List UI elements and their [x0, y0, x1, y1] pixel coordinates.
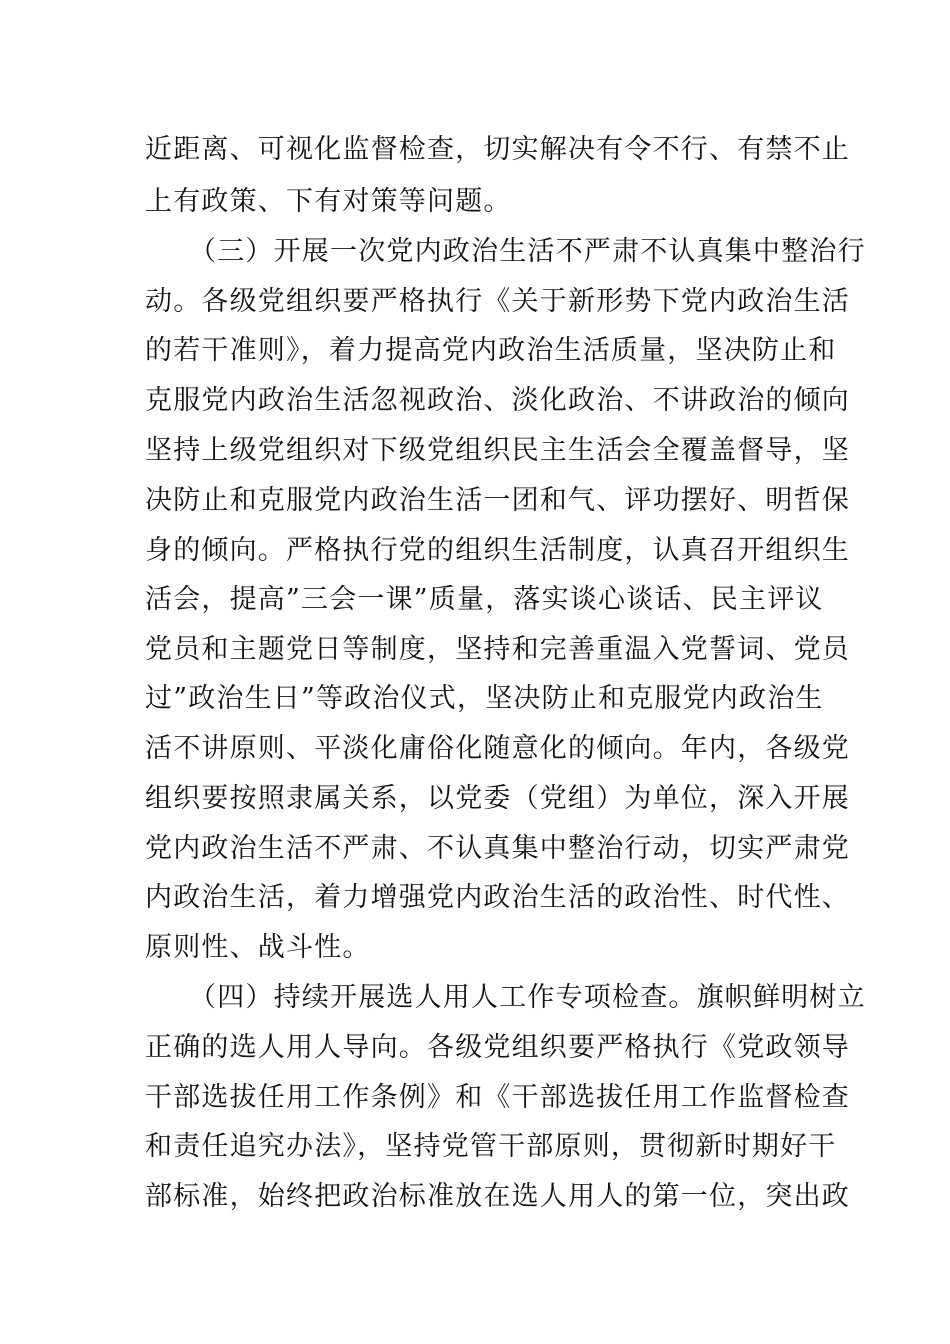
text-line: 党内政治生活不严肃、不认真集中整治行动，切实严肃党 [145, 833, 850, 864]
text-line: 克服党内政治生活忽视政治、淡化政治、不讲政治的倾向 [145, 385, 850, 416]
text-line: 部标准，始终把政治标准放在选人用人的第一位，突出政 [145, 1181, 850, 1212]
text-line: （四）持续开展选人用人工作专项检查。旗帜鲜明树立 [189, 982, 866, 1013]
text-line: 内政治生活，着力增强党内政治生活的政治性、时代性、 [145, 882, 850, 913]
text-line: 身的倾向。严格执行党的组织生活制度，认真召开组织生 [145, 535, 850, 566]
text-line: 近距离、可视化监督检查，切实解决有令不行、有禁不止 [145, 134, 850, 165]
text-line: 上有政策、下有对策等问题。 [145, 186, 512, 217]
text-line: （三）开展一次党内政治生活不严肃不认真集中整治行 [189, 236, 866, 267]
text-line: 过”政治生日”等政治仪式，坚决防止和克服党内政治生 [145, 683, 824, 714]
text-line: 坚持上级党组织对下级党组织民主生活会全覆盖督导，坚 [145, 435, 850, 466]
text-line: 组织要按照隶属关系，以党委（党组）为单位，深入开展 [145, 783, 850, 814]
text-line: 和责任追究办法》，坚持党管干部原则，贯彻新时期好干 [145, 1131, 837, 1162]
text-line: 正确的选人用人导向。各级党组织要严格执行《党政领导 [145, 1032, 850, 1063]
text-line: 的若干准则》，着力提高党内政治生活质量，坚决防止和 [145, 335, 837, 366]
text-line: 党员和主题党日等制度，坚持和完善重温入党誓词、党员 [145, 634, 850, 665]
text-line: 活不讲原则、平淡化庸俗化随意化的倾向。年内，各级党 [145, 733, 850, 764]
text-line: 干部选拔任用工作条例》和《干部选拔任用工作监督检查 [145, 1082, 850, 1113]
text-line: 决防止和克服党内政治生活一团和气、评功摆好、明哲保 [145, 485, 850, 516]
text-line: 动。各级党组织要严格执行《关于新形势下党内政治生活 [145, 286, 850, 317]
text-line: 活会，提高”三会一课”质量，落实谈心谈话、民主评议 [145, 584, 824, 615]
text-line: 原则性、战斗性。 [145, 932, 371, 963]
